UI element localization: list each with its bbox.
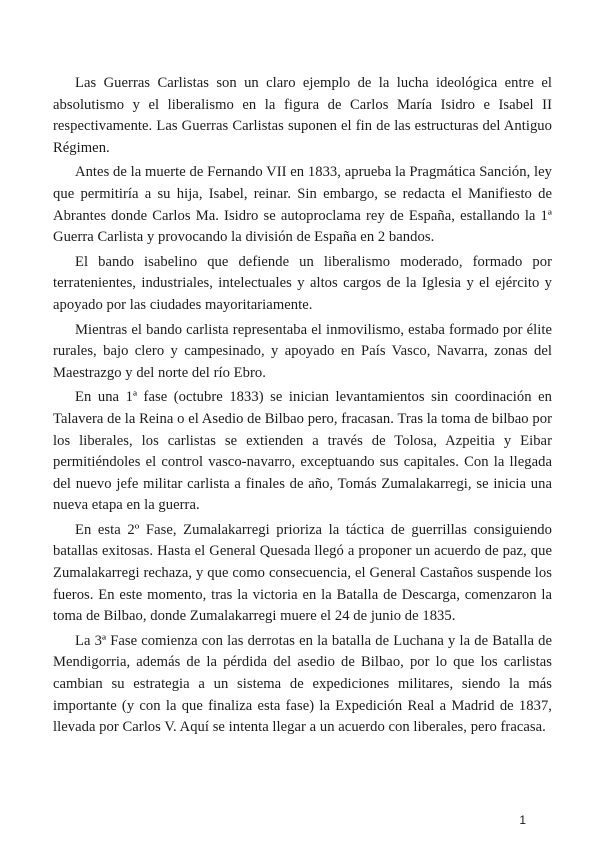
paragraph: En una 1ª fase (octubre 1833) se inician levantamientos sin coordinación en Talavera de la Reina o el Asedio de Bilbao pero, fracasan. Tras la toma de bilbao por los liberales, los carlistas se extienden a través de Tolosa, Azpeitia y Eibar permitiéndoles el control vasco-navarro, exceptuando sus capitales. Con la llegada del nuevo jefe militar carlista a finales de año, Tomás Zumalakarregi, se inicia una nueva etapa en la guerra. (53, 389, 552, 514)
paragraph: Mientras el bando carlista representaba el inmovilismo, estaba formado por élite rurales, bajo clero y campesinado, y apoyado en País Vasco, Navarra, zonas del Maestrazgo y del norte del río Ebro. (53, 321, 552, 381)
paragraph: En esta 2º Fase, Zumalakarregi prioriza la táctica de guerrillas consiguiendo batallas exitosas. Hasta el General Quesada llegó a proponer un acuerdo de paz, que Zumalakarregi rechaza, y que como consecuencia, el General Castaños suspende los fueros. En este momento, tras la victoria en la Batalla de Descarga, comenzaron la toma de Bilbao, donde Zumalakarregi muere el 24 de junio de 1835. (53, 521, 552, 625)
paragraph: El bando isabelino que defiende un liberalismo moderado, formado por terratenientes, industriales, intelectuales y altos cargos de la Iglesia y el ejército y apoyado por las ciudades mayoritariamente. (53, 253, 552, 313)
paragraph: Antes de la muerte de Fernando VII en 1833, aprueba la Pragmática Sanción, ley que permitiría a su hija, Isabel, reinar. Sin embargo, se redacta el Manifiesto de Abrantes donde Carlos Ma. Isidro se autoproclama rey de España, estallando la 1ª Guerra Carlista y provocando la división de España en 2 bandos. (53, 164, 552, 246)
paragraph: La 3ª Fase comienza con las derrotas en la batalla de Luchana y la de Batalla de Mendigorria, además de la pérdida del asedio de Bilbao, por lo que los carlistas cambian su estrategia a un sistema de expediciones militares, siendo la más importante (y con la que finaliza esta fase) la Expedición Real a Madrid de 1837, llevada por Carlos V. Aquí se intenta llegar a un acuerdo con liberales, pero fracasa. (53, 632, 552, 736)
document-body (53, 73, 552, 742)
paragraph: Las Guerras Carlistas son un claro ejemplo de la lucha ideológica entre el absolutismo y el liberalismo en la figura de Carlos María Isidro e Isabel II respectivamente. Las Guerras Carlistas suponen el fin de las estructuras del Antiguo Régimen. (53, 75, 552, 156)
page-number: 1 (519, 813, 526, 827)
